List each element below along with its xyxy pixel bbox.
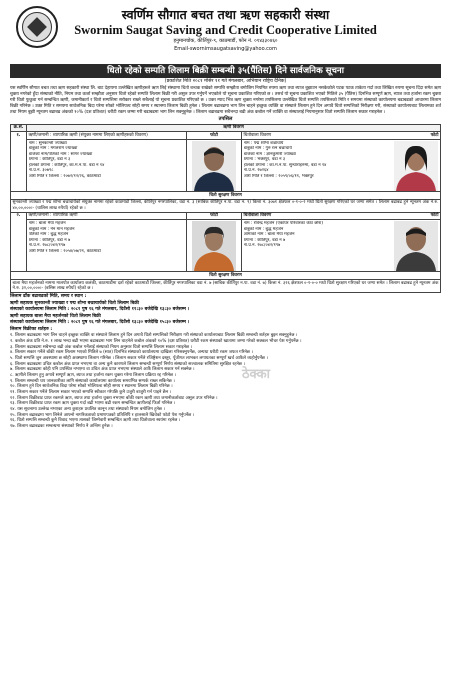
col-header-no: क्र.सं. xyxy=(11,124,27,132)
entry-2-borrower-photo-cell xyxy=(187,220,242,272)
entry-1-guarantor-label: धितोवाला विवरण xyxy=(243,132,272,138)
entry-1-detail-row xyxy=(11,140,441,192)
entry-1-guarantor-field: ठेगाना : भक्तपुर, वडा नं ३ xyxy=(243,157,286,163)
entry-2-borrower-field: बाबुको नाम : नैन मान महर्जन xyxy=(28,226,75,232)
rule-item: ३. लिलाम बढाबढमा सबैभन्दा बढी अंक कबोल गर्नेलाई संस्थाको नियम अनुसार धितो सम्पत्ति लिलाम सकार गराइनेछ । xyxy=(10,344,193,350)
entry-1-heading-row xyxy=(11,132,441,140)
entry-2-number: २. xyxy=(11,212,27,272)
entry-1-property-details: सुनकान्ती ज्याख्वा र पद्म शोभा बज्राचार्यको संयुक्त नाममा रहेको काठमाडौं जिल्ला, कीर्तिपुर नगरपालिका, वडा नं. ३ (साबिक कीर्तिपुर न.पा. वडा नं. ९) कित्ता नं. ३०७१ क्षेत्रफल ०-१-०-२ मध्ये धितो सुरक्षण गरिएको घर जग्गा समेत । लिलाम बढाबढ हुने न्यूनतम अंक ने.रु. ४०,००,०००।- (चालिस लाख रुपैयाँ) रहेको छ । xyxy=(12,200,439,211)
entry-2-borrower-field: नाम : बाला मैया महर्जन xyxy=(28,220,66,226)
entry-2-guarantor-field: आमाको नाम : बाला मैया महर्जन xyxy=(243,232,295,238)
entry-1-number: १. xyxy=(11,132,27,192)
entry-1-property-label-row xyxy=(11,192,441,200)
entry-1-borrower-details xyxy=(27,140,187,192)
schedule-label: तपसिल xyxy=(218,116,233,123)
rule-item: १. लिलाम बढाबढमा भाग लिन चाहने इच्छुक व्यक्ति वा संस्थाले लिलाम हुने दिन अगावै धितो सम्पत्तिको निरीक्षण गरी संस्थाको कार्यालयबाट लिलाम बिक्री सम्बन्धी शर्तहरु बुझ्न सक्नुहुनेछ । xyxy=(10,333,298,339)
guarantor-1-photo xyxy=(393,141,439,191)
entry-1-borrower-field: ठेगाना : कीर्तिपुर, वडा नं ३ xyxy=(28,157,71,163)
borrower-2-photo xyxy=(189,221,240,271)
entry-1-guarantor-details xyxy=(242,140,441,192)
auction-schedule-line: ऋणी सहायक सुनकान्ती ज्याख्वा र पद्म शोभा बज्राचार्यको धितो लिलाम बिक्री xyxy=(10,300,139,306)
auction-schedule-line: संस्थाको कार्यालयमा लिलाम मिति : २०८१ पुष १६ गते मंगलबार, दिउँसो १३:३० बजेदेखि १५:३० बजेसम्म । xyxy=(10,319,190,325)
entry-1-guarantor-field: ना.प्र.नं. २७२६४ xyxy=(243,168,269,174)
rule-item: १०. लिलाम हुने दिन सार्वजनिक बिदा परेमा सोको भोलिपल्ट सोही समय र स्थानमा लिलाम बिक्री गरिनेछ । xyxy=(10,384,173,390)
notice-title-banner: धितो रहेको सम्पति लिलाम बिक्री सम्बन्धी ३५(पैंतिस) दिने सार्वजनिक सूचना xyxy=(10,64,441,78)
entry-1-property-row xyxy=(11,199,441,212)
entry-2-property-label: धितो सुरक्षण विवरण xyxy=(11,272,441,280)
entry-2-guarantor-photo-label: फोटो xyxy=(430,213,439,219)
entry-1-borrower-field: ना.प्र.नं. ३०७९८ xyxy=(28,168,54,174)
entry-2-property-details: बाला मैया महर्जनको नाममा मालपोत कार्यालय कलंकी, काठमाडौंमा दर्ता रहेको काठमाडौं जिल्ला, कीर्तिपुर नगरपालिका वडा नं. ७ (साबिक कीर्तिपुर न.पा. वडा नं. ७) कित्ता नं. ३२६ क्षेत्रफल ०-१-०-० मध्ये धितो सुरक्षण गरिएको घर जग्गा समेत । लिलाम बढाबढ हुने न्यूनतम अंक ने.रु. ३२,००,०००।- (बत्तिस लाख रुपैयाँ) रहेको छ । xyxy=(12,280,439,292)
org-email: Email-swornimsaugatsaving@yahoo.com xyxy=(174,46,277,52)
entry-1-guarantor-field: जारी मिति र जिल्ला : २०५९/०६/११, भक्तपुर xyxy=(243,174,314,180)
rule-item: १७. लिलाम बढाबढका सम्बन्धमा संस्थाको निर्णय नै अन्तिम हुनेछ । xyxy=(10,423,113,429)
rule-item: ४. लिलाम सकार गर्नेले बाँकी रकम लिलाम भएको मितिले ७ (सात) दिनभित्र संस्थाको कार्यालयमा दाखिला गरिसक्नुपर्नेछ, अन्यथा धरौटी रकम जफत गरिनेछ । xyxy=(10,350,253,356)
entry-1-borrower-field: बाबुको नाम : मंगलराम ज्याख्वा xyxy=(28,146,78,152)
entry-2-borrower-field: जारी मिति र जिल्ला : २०५४/०७/२१, काठमाडौं xyxy=(28,248,101,254)
rule-item: ७. लिलाम बढाबढमा कोही पनि उपस्थित नभएमा वा उचित अंक प्राप्त नभएमा संस्थाले आफैं लिलाम सकार गर्न सक्नेछ । xyxy=(10,367,195,373)
rule-item: ६. लिलाम बढाबढमा उचित कबोल अंक प्राप्त नभएमा वा अन्य कुनै कारणले लिलाम सम्बन्धी सम्पूर्ण निर्णय संस्थाको सञ्चालक समितिमा सुरक्षित रहनेछ । xyxy=(10,361,245,367)
rule-item: १६. धितो सम्पत्ति सम्बन्धी कुनै विवाद भएमा त्यसको जिम्मेवारी सम्बन्धित ऋणी तथा धितोवाला स्वयंमा रहनेछ । xyxy=(10,418,181,424)
entry-1-guarantor-field: बाजेको नाम : ज्ञानकुमारी ज्याख्वा xyxy=(243,151,296,157)
entry-1-property-label: धितो सुरक्षण विवरण xyxy=(11,192,441,200)
entry-1-borrower-field: बाजेको नाम/पतिको नाम : सागर ज्याख्वा xyxy=(28,151,93,157)
entry-2-borrower-heading: ऋणी/जमानी : व्यापारिक ऋणी xyxy=(27,212,187,220)
entry-2-guarantor-heading xyxy=(242,212,441,220)
entry-2-borrower-details xyxy=(27,220,187,272)
auction-schedule xyxy=(10,294,441,326)
entry-2-guarantor-field: नाम : रविन्द्र महर्जन (एकाघर परिवारका जेठा छोरा) xyxy=(243,220,324,226)
entry-2-guarantor-label: धितोवाला विवरण xyxy=(243,213,272,219)
rule-item: १५. लिलाम बढाबढमा भाग लिनेले आफ्नो नागरिकताको प्रमाणपत्रको प्रतिलिपि र हालसालै खिचेको फोटो पेश गर्नुपर्नेछ । xyxy=(10,412,195,418)
borrower-schedule-table xyxy=(10,124,441,293)
auction-schedule-line: लिलाम ढाँक बढाबढको मिति, समय र स्थान : xyxy=(10,294,87,300)
entry-1-borrower-field: जारी मिति र जिल्ला : २०७२/१२/२६, काठमाडौं xyxy=(28,174,101,180)
entry-1-guarantor-field: नाम : पद्म शोभा बज्राचार्य xyxy=(243,140,284,146)
org-name-nepali: स्वर्णिम सौगात बचत तथा ऋण सहकारी संस्था xyxy=(121,7,330,22)
entry-1-photo-heading: फोटो xyxy=(187,132,242,140)
borrower-1-photo xyxy=(189,141,240,191)
entry-1-guarantor-photo-label: फोटो xyxy=(430,132,439,138)
rule-item: ५. धितो सम्पत्ति जुन अवस्थामा छ सोही अवस्थामा लिलाम गरिनेछ । लिलाम सकार गर्नेले रजिष्ट्रेशन दस्तुर, पूँजीगत लाभकर लगायतका सम्पूर्ण खर्च आफैले व्यहोर्नुपर्नेछ । xyxy=(10,355,268,361)
entry-1-borrower-field: हालको ठेगाना : कीर्तिपुर, का.म.न.पा. वडा नं १४ xyxy=(28,162,105,168)
entry-2-property-label-row xyxy=(11,272,441,280)
col-header-borrower: ऋणी विवरण xyxy=(27,124,441,132)
rule-item: ९. लिलाम सम्बन्धी थप जानकारीका लागि संस्थाको कार्यालयमा कार्यालय समयभित्र सम्पर्क राख्न सकिनेछ । xyxy=(10,378,175,384)
entry-2-borrower-field: ठेगाना : कीर्तिपुर, वडा नं ७ xyxy=(28,237,71,243)
entry-1-guarantor-field: हालको ठेगाना : का.म.न.पा. सुन्धाराहरुमा, वडा नं १४ xyxy=(243,162,327,168)
entry-2-detail-row xyxy=(11,220,441,272)
entry-2-guarantor-details xyxy=(242,220,441,272)
entry-1-guarantor-heading xyxy=(242,132,441,140)
entry-2-borrower-field: ना.प्र.नं. २७८/०४२/१९७ xyxy=(28,243,66,249)
guarantor-2-photo xyxy=(393,221,439,271)
entry-1-guarantor-field: बाबुको नाम : गुरु रत्न बज्राचार्य xyxy=(243,146,292,152)
entry-1-borrower-field: नाम : सुनकान्ती ज्याख्वा xyxy=(28,140,67,146)
entry-2-property-row xyxy=(11,280,441,293)
table-header-row xyxy=(11,124,441,132)
rule-item: १४. यस सूचनामा उल्लेख नभएका अन्य कुराहरु प्रचलित कानून तथा संस्थाको नियम बमोजिम हुनेछ । xyxy=(10,406,165,412)
entry-2-photo-heading: फोटो xyxy=(187,212,242,220)
entry-1-borrower-photo-cell xyxy=(187,140,242,192)
rule-item: १२. लिलाम बिक्रीबाट प्राप्त रकमले ऋण, ब्याज तथा हर्जाना चुक्ता नभएमा बाँकी रकम ऋणी तथा जमानीकर्ताबाट असुल उपर गरिनेछ । xyxy=(10,395,218,401)
auction-schedule-line: ऋणी सहायक बाला मैया महर्जनको धितो लिलाम बिक्री xyxy=(10,313,101,319)
entry-2-guarantor-field: ठेगाना : कीर्तिपुर, वडा नं ७ xyxy=(243,237,286,243)
entry-2-heading-row xyxy=(11,212,441,220)
publication-date: (प्रकाशित मिति २०८१ मंसिर ११ गते मंगलबार, अभियान राष्ट्रिय दैनिक) xyxy=(164,79,287,84)
rules-title: लिलाम बिक्रीका शर्तहरु : xyxy=(10,327,53,333)
rule-item: २. कबोल अंक प्रति ने.रु. १ लाख भन्दा बढी भएमा बढाबढमा भाग लिन चाहनेले कबोल अंकको १०% (दश प्रतिशत) धरौटी रकम संस्थाको खातामा जम्मा गरेको सक्कल भौचर पेश गर्नुपर्नेछ । xyxy=(10,338,302,344)
auction-rules-list xyxy=(10,333,441,429)
entry-2-guarantor-field: बाबुको नाम : बुद्ध महर्जन xyxy=(243,226,284,232)
org-name-english: Swornim Saugat Saving and Credit Cooperative Limited xyxy=(74,23,377,37)
auction-schedule-line: संस्थाको कार्यालयमा लिलाम मिति : २०८१ पुष १६ गते मंगलबार, दिउँसो ११:३० बजेदेखि १३:३० बजेसम्म । xyxy=(10,307,190,313)
org-header xyxy=(10,4,441,62)
rule-item: ८. ऋणीले लिलाम हुनु अगावै सम्पूर्ण ऋण, ब्याज तथा हर्जाना रकम चुक्ता गरेमा लिलाम प्रक्रिया रद्द गरिनेछ । xyxy=(10,372,177,378)
intro-paragraph: यस स्वर्णिम सौगात बचत तथा ऋण सहकारी संस्था लि. बाट देहायमा उल्लेखित ऋणीहरुले ऋण लिई संस्थामा धितो बन्धक राखेको सम्पत्ति सम्झौता बमोजिम नियमित रुपमा ऋण तथा ब्याज बुझाउन नसकेकोले पटक पटक ताकेता गर्दा तथा लिखित रुपमा सूचना दिंदा समेत ऋण चुक्ता नगरेको हुँदा संस्थाको नीति, नियम तथा कर्जा सम्झौता अनुसार धितो रहेको सम्पति लिलाम बिक्री गरी असुल उपर गर्नुपर्ने भएकोले यो सूचना प्रकाशित गरिएको छ । तसर्थ यो सूचना प्रकाशित भएको मितिले ३५ (पैंतिस) दिनभित्र सम्पूर्ण ऋण, ब्याज तथा हर्जाना रकम चुक्ता गरी धितो फुकुवा गर्न सम्बन्धित ऋणी, जमानीकर्ता र धितो सम्पत्तिमा सरोकार राख्ने सबैलाई यो सूचना प्रकाशित गरिएको छ । उक्त म्याद भित्र ऋण चुक्ता नगरेमा तपसिलमा उल्लेखित धितो सम्पत्ति तपसिलको मिति र समयमा संस्थाको कार्यालयमा बढाबढको आधारमा लिलाम बिक्री गरिनेछ । उक्त मिति र समयमा सार्वजनिक बिदा परेमा सोको भोलिपल्ट सोही समय र स्थानमा लिलाम बिक्री हुनेछ । लिलाम बढाबढमा भाग लिन चाहने इच्छुक व्यक्ति वा संस्थाले लिलाम हुने दिन अगावै धितो सम्पत्तिको निरीक्षण गरी, संस्थाको कार्यालयबाट लिलामका शर्त तथा नियम बुझी न्यूनतम बढाबढ अंकको १०% (दश प्रतिशत) धरौटी रकम जम्मा गरी बढाबढमा भाग लिन सक्नुहुनेछ । लिलाम बढाबढमा सबैभन्दा बढी अंक कबोल गर्ने व्यक्ति वा संस्थालाई नियमानुसार धितो सम्पत्ति लिलाम सकार गराइनेछ । xyxy=(10,86,441,115)
entry-2-borrower-field: पतिको नाम : बुद्ध महर्जन xyxy=(28,232,69,238)
rule-item: १३. लिलाम बिक्रीबाट प्राप्त रकम ऋण चुक्ता गर्दा बढी भएमा बढी रकम सम्बन्धित ऋणीलाई फिर्ता गरिनेछ । xyxy=(10,401,176,407)
entry-2-guarantor-field: ना.प्र.नं. २७८/०४२/१९७ xyxy=(243,243,281,249)
entry-1-borrower-heading: ऋणी/जमानी : व्यापारिक ऋणी (संयुक्त नाममा लिएको ऋणीहरुको विवरण) xyxy=(27,132,187,140)
rule-item: ११. लिलाम सकार गर्नेले लिलाम सकार भएको सम्पत्ति स्वीकार गरेपछि कुनै उजुरी बाजुरी गर्न पाइने छैन । xyxy=(10,389,172,395)
watermark-logo: ठेक्का xyxy=(242,366,270,381)
org-address: हनुमानचोक, कीर्तिपुर-९, काठमाडौं, फोन नं. ०१४३३०४६० xyxy=(173,38,278,44)
